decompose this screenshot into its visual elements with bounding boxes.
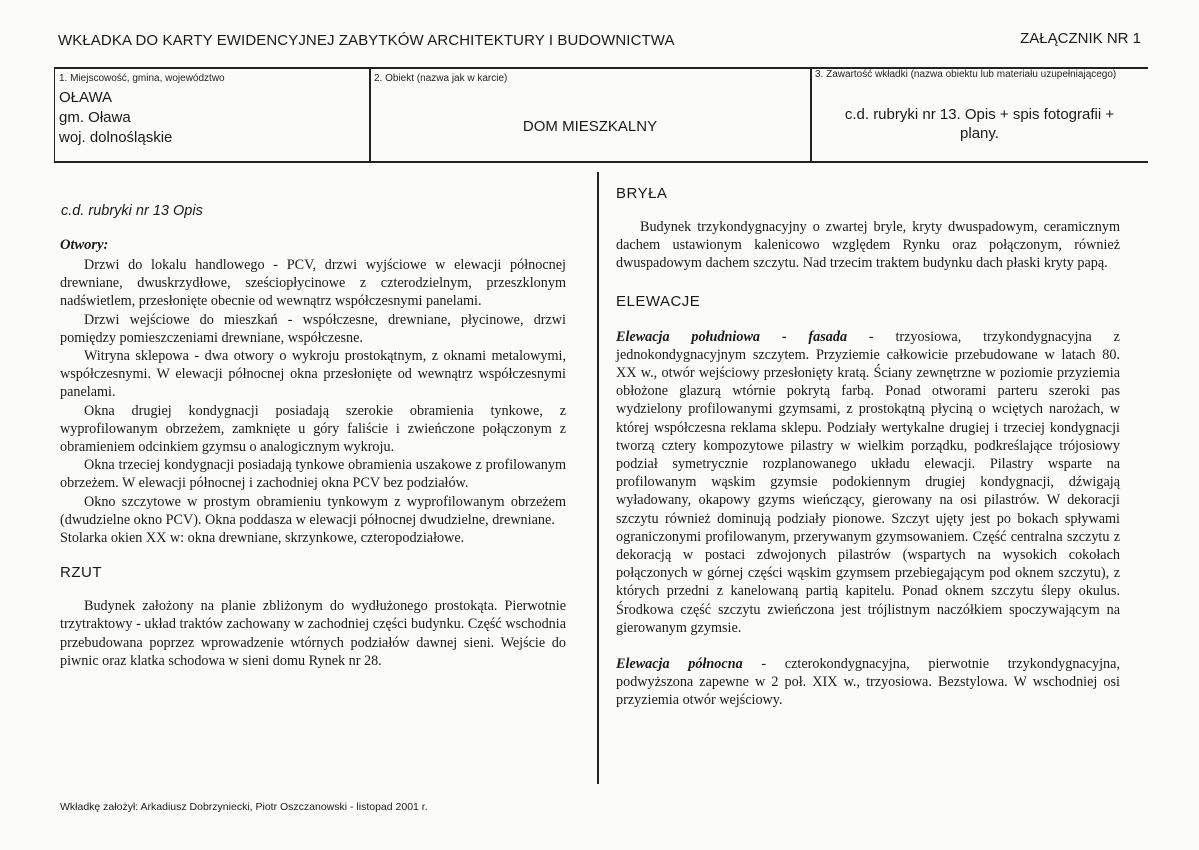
column-divider	[597, 172, 599, 784]
document-title: WKŁADKA DO KARTY EWIDENCYJNEJ ZABYTKÓW ARCHITEKTURY I BUDOWNICTWA	[58, 32, 675, 49]
cell1-locality: OŁAWA	[59, 89, 113, 106]
cell2-label: 2. Obiekt (nazwa jak w karcie)	[374, 73, 508, 84]
rzut-paragraph: Budynek założony na planie zbliżonym do wydłużonego prostokąta. Pierwotnie trzytraktowy - układ traktów zachowany w zachodniej części budynku. Część wschodnia przebudowana poprzez wprowadzenie wtórnych podziałów dawnej sieni. Wejście do piwnic oraz klatka schodowa w sieni domu Rynek nr 28.	[60, 598, 566, 669]
openings-paragraph-joinery: Stolarka okien XX w: okna drewniane, skrzynkowe, czteropodziałowe.	[60, 530, 465, 547]
elewacje-heading: ELEWACJE	[616, 292, 701, 310]
bryla-heading: BRYŁA	[616, 185, 668, 202]
north-elevation-paragraph	[616, 655, 1120, 710]
openings-paragraph-doors-shop: Drzwi do lokalu handlowego - PCV, drzwi wyjściowe w elewacji północnej drewniane, dwuskrzydłowe, sześciopłycinowe z czterodzielnym, przeszklonym nadświetlem, przesłonięte obecnie od wewnątrz współczesnymi panelami.	[60, 257, 566, 310]
cell3-content-line1: c.d. rubryki nr 13. Opis + spis fotografii +	[844, 106, 1115, 123]
openings-paragraph-shopfront: Witryna sklepowa - dwa otwory o wykroju prostokątnym, z oknami metalowymi, współczesnymi. W elewacji północnej okna przesłonięte od wewnątrz współczesnymi panelami.	[60, 348, 566, 401]
north-elevation-text: - czterokondygnacyjna, pierwotnie trzykondygnacyjna, podwyższona zapewne w 2 poł. XIX w., trzyosiowa. Bezstylowa. W wschodniej osi przyziemia otwór wejściowy.	[616, 656, 1120, 709]
south-elevation-label: Elewacja południowa - fasada	[616, 328, 848, 345]
right-column	[616, 185, 1120, 710]
box-left-border	[54, 67, 55, 162]
cell1-voivodeship: woj. dolnośląskie	[59, 129, 173, 146]
box-bottom-border	[54, 161, 1148, 163]
openings-paragraph-third-floor: Okna trzeciej kondygnacji posiadają tynkowe obramienia uszakowe z profilowanym obrzeżem. W elewacji północnej i zachodniej okna PCV bez podziałów.	[60, 457, 566, 492]
object-name: DOM MIESZKALNY	[522, 118, 658, 135]
north-elevation-label: Elewacja północna	[616, 656, 743, 673]
south-elevation-text: - trzyosiowa, trzykondygnacyjna z jednokondygnacyjnym szczytem. Przyziemie całkowicie przebudowane w latach 80. XX w., otwór wejściowy przesłonięty kratą. Ściany zewnętrzne w poziomie przyziemia obłożone glazurą wtórnie pokrytą farbą. Ponad otworami parteru szeroki pas wydzielony profilowanymi gzymsami, z prostokątną płyciną o wciętych narożach, w której współczesna reklama sklepu. Podziały wertykalne drugiej i trzeciej kondygnacji tworzą cztery kompozytowe pilastry w wielkim porządku, podkreślające trójosiowy podział symetrycznie rozplanowanego układu elewacji. Pilastry wsparte na profilowanym wąskim gzymsie podokiennym drugiej kondygnacji, dźwigają wyładowany, okapowy gzyms wieńczący, gierowany na osi pilastrów. W dekoracji szczytu również dominują podziały pionowe. Szczyt ujęty jest po bokach spływami ograniczonymi profilowanym, przerywanym gzymsowaniem. Część centralna szczytu z dekoracją w postaci zdwojonych pilastrów (wspartych na wysokich cokołach połączonych w górnej części wąskim gzymsem przebiegającym pod oknem szczytu), z których przedni z kanelowaną partią kapitelu. Ponad oknem szczytu ślepy okulus. Środkowa część szczytu zwieńczona jest trójlistnym naczółkiem spoczywającym na gierowanym gzymsie.	[616, 328, 1120, 636]
rzut-heading: RZUT	[60, 564, 102, 582]
continuation-title: c.d. rubryki nr 13 Opis	[61, 203, 203, 219]
openings-paragraph-gable-window: Okno szczytowe w prostym obramieniu tynkowym z wyprofilowanym obrzeżem (dwudzielne okno PCV). Okna poddasza w elewacji północnej dwudzielne, drewniane.	[60, 493, 566, 528]
annex-number: ZAŁĄCZNIK NR 1	[1020, 30, 1141, 47]
bryla-paragraph: Budynek trzykondygnacyjny o zwartej bryle, kryty dwuspadowym, ceramicznym dachem ustawionym kalenicowo względem Rynku oraz połączonym, również dwuspadowym dachem szczytu. Nad trzecim traktem budynku dach płaski kryty papą.	[616, 219, 1120, 272]
box-divider-1	[369, 67, 371, 162]
author-note: Wkładkę założył: Arkadiusz Dobrzyniecki, Piotr Oszczanowski - listopad 2001 r.	[60, 801, 428, 813]
openings-paragraph-second-floor: Okna drugiej kondygnacji posiadają szerokie obramienia tynkowe, z wyprofilowanym obrzeżem, zamknięte u góry faliście i zwieńczone połączonym z obramieniem odcinkiem gzymsu o analogicznym wykroju.	[60, 402, 566, 456]
left-column	[60, 203, 566, 670]
south-elevation-paragraph	[616, 328, 1120, 637]
openings-paragraph-doors-flats: Drzwi wejściowe do mieszkań - współczesne, drewniane, płycinowe, drzwi pomiędzy pomieszczeniami drewniane, współczesne.	[60, 311, 566, 346]
cell1-label: 1. Miejscowość, gmina, województwo	[59, 73, 225, 84]
openings-heading: Otwory:	[60, 237, 109, 253]
cell3-label: 3. Zawartość wkładki (nazwa obiektu lub materiału uzupełniającego)	[815, 69, 1117, 80]
cell1-commune: gm. Oława	[59, 109, 131, 126]
cell3-content-line2: plany.	[960, 125, 999, 142]
